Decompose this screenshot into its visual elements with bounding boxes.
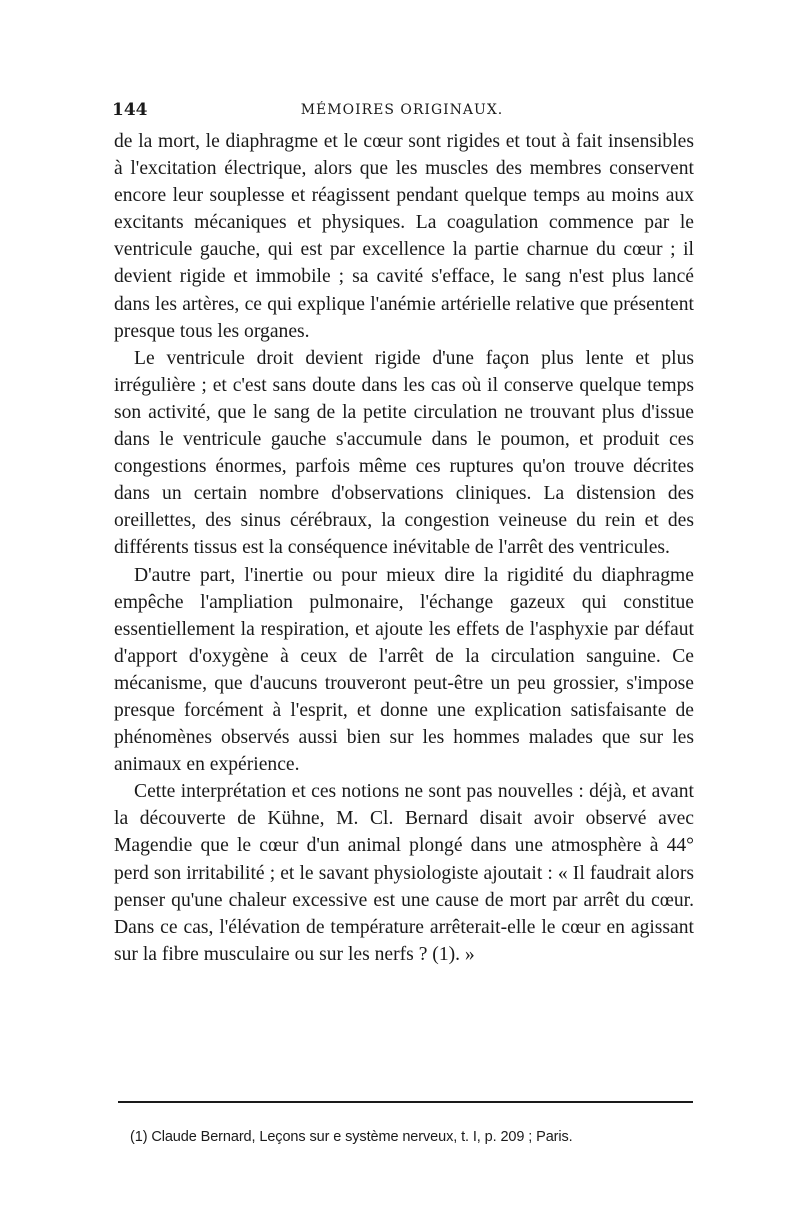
footnote: (1) Claude Bernard, Leçons sur e système nerveux, t. I, p. 209 ; Paris.: [130, 1129, 573, 1145]
paragraph-3: D'autre part, l'inertie ou pour mieux dire la rigidité du diaphragme empêche l'ampliation pulmonaire, l'échange gazeux qui constitue essentiellement la respiration, et ajoute les effets de l'asphyxie par défaut d'apport d'oxygène à ceux de l'arrêt de la circulation sanguine. Ce mécanisme, que d'aucuns trouveront peut-être un peu grossier, s'impose presque forcément à l'esprit, et donne une explication satisfaisante de phénomènes observés aussi bien sur les hommes malades que sur les animaux en expérience.: [114, 564, 694, 776]
footnote-rule: [118, 1101, 693, 1103]
body-text: [114, 128, 694, 968]
paragraph-1: de la mort, le diaphragme et le cœur sont rigides et tout à fait insensibles à l'excitation électrique, alors que les muscles des membres conservent encore leur souplesse et réagissent pendant quelque temps au moins aux excitants mécaniques et physiques. La coagulation commence par le ventricule gauche, qui est par excellence la partie charnue du cœur ; il devient rigide et immobile ; sa cavité s'efface, le sang n'est plus lancé dans les artères, ce qui explique l'anémie artérielle relative que présentent presque tous les organes.: [114, 131, 694, 342]
paragraph-4: Cette interprétation et ces notions ne sont pas nouvelles : déjà, et avant la découverte de Kühne, M. Cl. Bernard disait avoir observé avec Magendie que le cœur d'un animal plongé dans une atmosphère à 44° perd son irritabilité ; et le savant physiologiste ajoutait : « Il faudrait alors penser qu'une chaleur excessive est une cause de mort par arrêt du cœur. Dans ce cas, l'élévation de température arrêterait-elle le cœur en agissant sur la fibre musculaire ou sur les nerfs ? (1). »: [114, 781, 694, 965]
running-head: [112, 100, 692, 122]
paragraph-2: Le ventricule droit devient rigide d'une façon plus lente et plus irrégulière ; et c'est sans doute dans les cas où il conserve quelque temps son activité, que le sang de la petite circulation ne trouvant plus d'issue dans le ventricule gauche s'accumule dans le poumon, et produit ces congestions énormes, parfois même ces ruptures qu'on trouve décrites dans un certain nombre d'observations cliniques. La distension des oreillettes, des sinus cérébraux, la congestion veineuse du rein et des différents tissus est la conséquence inévitable de l'arrêt des ventricules.: [114, 347, 694, 559]
running-title: MÉMOIRES ORIGINAUX.: [300, 102, 504, 118]
page-number: 144: [112, 100, 148, 120]
